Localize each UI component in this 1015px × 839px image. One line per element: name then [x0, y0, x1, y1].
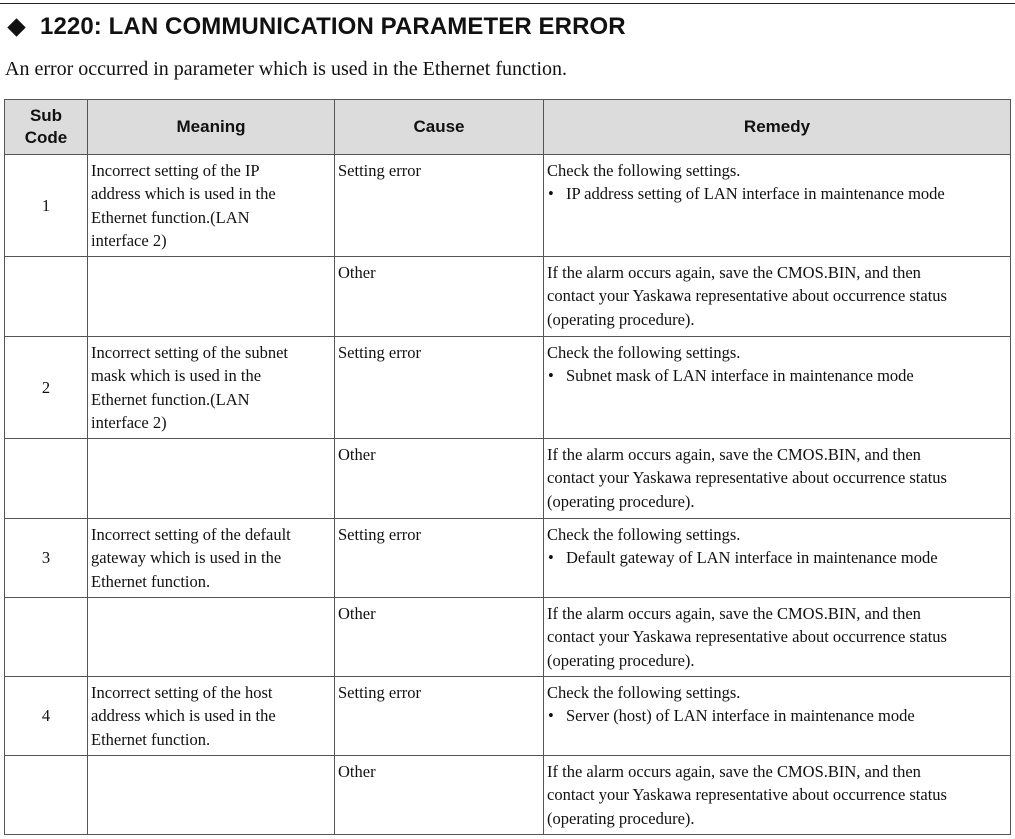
meaning-line: Ethernet function. [91, 729, 211, 749]
meaning-line: gateway which is used in the [91, 548, 282, 568]
meaning-line: Incorrect setting of the host [91, 683, 273, 702]
remedy-line: If the alarm occurs again, save the CMOS.BIN, and then [547, 604, 921, 623]
sub-code-cell: 2 [5, 337, 88, 439]
meaning-cell [88, 519, 335, 598]
remedy-cell [544, 677, 1011, 756]
sub-code-cell [5, 756, 88, 835]
remedy-bullet-item [547, 704, 1006, 727]
table-row [5, 519, 1011, 598]
remedy-cell [544, 519, 1011, 598]
meaning-line: Incorrect setting of the subnet [91, 343, 289, 362]
remedy-bullet-text: Subnet mask of LAN interface in maintenance mode [566, 366, 914, 386]
meaning-line: Incorrect setting of the default [91, 525, 291, 544]
meaning-line: Ethernet function. [91, 571, 211, 591]
top-rule [0, 3, 1015, 4]
meaning-cell [88, 257, 335, 337]
table-row [5, 677, 1011, 756]
remedy-bullet-text: IP address setting of LAN interface in maintenance mode [566, 184, 945, 204]
meaning-line: interface 2) [91, 230, 167, 250]
bullet-dot-icon: • [548, 548, 554, 568]
sub-code-cell: 1 [5, 155, 88, 257]
meaning-line: interface 2) [91, 412, 167, 432]
remedy-line: (operating procedure). [547, 309, 695, 329]
section-heading [6, 11, 626, 43]
remedy-line: (operating procedure). [547, 808, 695, 828]
remedy-line: If the alarm occurs again, save the CMOS.BIN, and then [547, 263, 921, 282]
bullet-dot-icon: • [548, 366, 554, 386]
remedy-line: contact your Yaskawa representative about occurrence status [547, 286, 947, 306]
header-sub-code-line: Sub [29, 106, 63, 125]
meaning-cell [88, 598, 335, 677]
section-heading-text: 1220: LAN COMMUNICATION PARAMETER ERROR [40, 13, 626, 40]
cause-cell: Setting error [335, 337, 544, 439]
header-sub-code [5, 100, 88, 155]
error-table [4, 99, 1011, 835]
bullet-dot-icon: • [548, 184, 554, 204]
sub-code-cell [5, 257, 88, 337]
header-remedy: Remedy [544, 100, 1011, 155]
cause-cell: Other [335, 257, 544, 337]
sub-code-cell: 3 [5, 519, 88, 598]
cause-cell: Other [335, 598, 544, 677]
remedy-line: contact your Yaskawa representative about occurrence status [547, 785, 947, 805]
remedy-cell [544, 155, 1011, 257]
remedy-cell [544, 598, 1011, 677]
remedy-line: If the alarm occurs again, save the CMOS.BIN, and then [547, 445, 921, 464]
remedy-line: (operating procedure). [547, 491, 695, 511]
header-cause: Cause [335, 100, 544, 155]
table-row [5, 337, 1011, 439]
meaning-cell [88, 756, 335, 835]
bullet-dot-icon: • [548, 706, 554, 726]
remedy-bullet-item [547, 546, 1006, 569]
cause-cell: Setting error [335, 677, 544, 756]
remedy-cell [544, 439, 1011, 519]
meaning-cell [88, 155, 335, 257]
cause-cell: Other [335, 439, 544, 519]
table-row [5, 598, 1011, 677]
sub-code-cell: 4 [5, 677, 88, 756]
intro-paragraph: An error occurred in parameter which is used in the Ethernet function. [5, 58, 568, 80]
remedy-line: contact your Yaskawa representative about occurrence status [547, 627, 947, 647]
remedy-intro: Check the following settings. [547, 683, 741, 702]
header-meaning: Meaning [88, 100, 335, 155]
sub-code-cell [5, 439, 88, 519]
header-sub-code-line: Code [24, 128, 68, 147]
remedy-intro: Check the following settings. [547, 161, 741, 180]
cause-cell: Setting error [335, 519, 544, 598]
remedy-bullet-text: Server (host) of LAN interface in maintenance mode [566, 706, 915, 726]
table-row [5, 257, 1011, 337]
remedy-intro: Check the following settings. [547, 525, 741, 544]
sub-code-cell [5, 598, 88, 677]
remedy-line: (operating procedure). [547, 650, 695, 670]
meaning-line: Ethernet function.(LAN [91, 389, 250, 409]
remedy-bullet-item [547, 182, 1006, 205]
meaning-cell [88, 677, 335, 756]
meaning-line: address which is used in the [91, 706, 276, 726]
remedy-cell [544, 337, 1011, 439]
meaning-line: Ethernet function.(LAN [91, 207, 250, 227]
cause-cell: Setting error [335, 155, 544, 257]
remedy-bullet-item [547, 364, 1006, 387]
meaning-cell [88, 337, 335, 439]
remedy-line: contact your Yaskawa representative about occurrence status [547, 468, 947, 488]
diamond-bullet-icon [7, 18, 25, 36]
remedy-cell [544, 257, 1011, 337]
table-row [5, 155, 1011, 257]
table-row [5, 439, 1011, 519]
meaning-line: mask which is used in the [91, 366, 262, 386]
remedy-cell [544, 756, 1011, 835]
cause-cell: Other [335, 756, 544, 835]
remedy-line: If the alarm occurs again, save the CMOS.BIN, and then [547, 762, 921, 781]
meaning-cell [88, 439, 335, 519]
header-row [5, 100, 1011, 155]
table-row [5, 756, 1011, 835]
meaning-line: Incorrect setting of the IP [91, 161, 260, 180]
remedy-bullet-text: Default gateway of LAN interface in maintenance mode [566, 548, 938, 568]
meaning-line: address which is used in the [91, 184, 276, 204]
remedy-intro: Check the following settings. [547, 343, 741, 362]
